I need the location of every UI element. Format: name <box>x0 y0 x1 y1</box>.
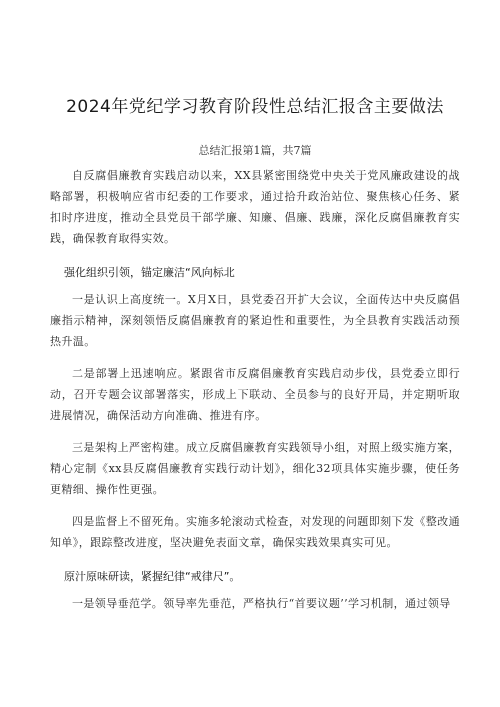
section2-paragraph-1: 一是领导垂范学。领导率先垂范，严格执行“首要议题’’学习机制，通过领导 <box>72 597 451 610</box>
section1-paragraph-4: 四是监督上不留死角。实施多轮滚动式检查，对发现的问题即刻下发《整改通知单》，跟踪整改进度，坚决避免表面文章，确保实践效果真实可见。 <box>50 515 460 549</box>
section1-paragraph-3: 三是架构上严密构建。成立反腐倡廉教育实践领导小组，对照上级实施方案，精心定制《xx县反腐倡廉教育实践行动计划》，细化32项具体实施步骤，使任务更精细、操作性更强。 <box>50 441 460 496</box>
section-heading-1: 强化组织引领，锚定廉洁“风向标北 <box>64 266 235 279</box>
document-subtitle: 总结汇报第1篇，共7篇 <box>198 144 312 157</box>
intro-paragraph: 自反腐倡廉教育实践启动以来，XX县紧密围绕党中央关于党风廉政建设的战略部署，积极响应省市纪委的工作要求，通过拾升政治站位、聚焦核心任务、紧扣时序进度，推动全县党员干部学廉、知廉、倡廉、践廉，深化反腐倡廉教育实践，确保教育取得实效。 <box>50 169 460 245</box>
section1-paragraph-1: 一是认识上高度统一。X月X日，县党委召开扩大会议，全面传达中央反腐倡廉指示精神，深刻领悟反腐倡廉教育的紧迫性和重要性，为全县教育实践活动预热升温。 <box>50 293 460 348</box>
section-heading-2: 原汁原味研读，紧握纪律“戒律尺”。 <box>64 570 241 583</box>
section1-paragraph-2: 二是部署上迅速响应。紧跟省市反腐倡廉教育实践启动步伐，县党委立即行动，召开专题会议部署落实，形成上下联动、全员参与的良好开局，并定期听取进展情况，确保活动方向准确、推进有序。 <box>50 367 460 422</box>
document-title: 2024年党纪学习教育阶段性总结汇报含主要做法 <box>66 97 444 117</box>
